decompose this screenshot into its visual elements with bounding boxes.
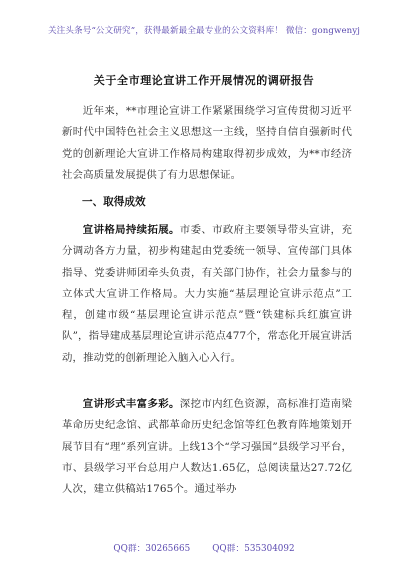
- section-heading: 一、取得成效: [82, 196, 146, 208]
- paragraph-body: 市委、市政府主要领导带头宣讲，充分调动各方力量，初步构建起由党委统一领导、宣传部门具体指导、党委讲师团牵头负责，有关部门协作，社会力量参与的立体式大宣讲工作格局。大力实施“基层理论宣讲示范点”工程，创建市级“基层理论宣讲示范点”暨“铁建标兵红旗宣讲队”，指导建成基层理论宣讲示范点477个，常态化开展宣讲活动，推动党的创新理论入脑入心入行。: [62, 224, 352, 364]
- page-footer: [0, 541, 408, 554]
- document-title: 关于全市理论宣讲工作开展情况的调研报告: [93, 74, 315, 87]
- footer-qq-group-1: QQ群：30265665: [113, 544, 191, 554]
- paragraph-outreach-framework: [62, 220, 352, 369]
- paragraph-lead: 宣讲格局持续拓展。: [82, 224, 180, 236]
- paragraph-outreach-forms: [62, 394, 352, 500]
- paragraph-lead: 宣讲形式丰富多彩。: [82, 398, 180, 410]
- footer-qq-group-2: QQ群：535304092: [212, 544, 295, 554]
- paragraph-body: 深挖市内红色资源，高标准打造南梁革命历史纪念馆、武都革命历史纪念馆等红色教育阵地策划开展节目有“理”系列宣讲。上线13个“学习强国”县级学习平台，市、县级学习平台总用户人数达1.65亿，总阅读量达27.72亿人次，建立供稿站1765个。通过举办: [62, 398, 352, 496]
- header-text: 关注头条号“公文研究”，获得最新最全最专业的公文资料库！ 微信：gongwenyj: [47, 26, 361, 36]
- page-header-banner: [0, 0, 408, 44]
- intro-paragraph: 近年来，**市理论宣讲工作紧紧围绕学习宣传贯彻习近平新时代中国特色社会主义思想这一主线，坚持自信自强新时代党的创新理论大宣讲工作格局构建取得初步成效，为**市经济社会高质量发展提供了有力思想保证。: [62, 105, 352, 181]
